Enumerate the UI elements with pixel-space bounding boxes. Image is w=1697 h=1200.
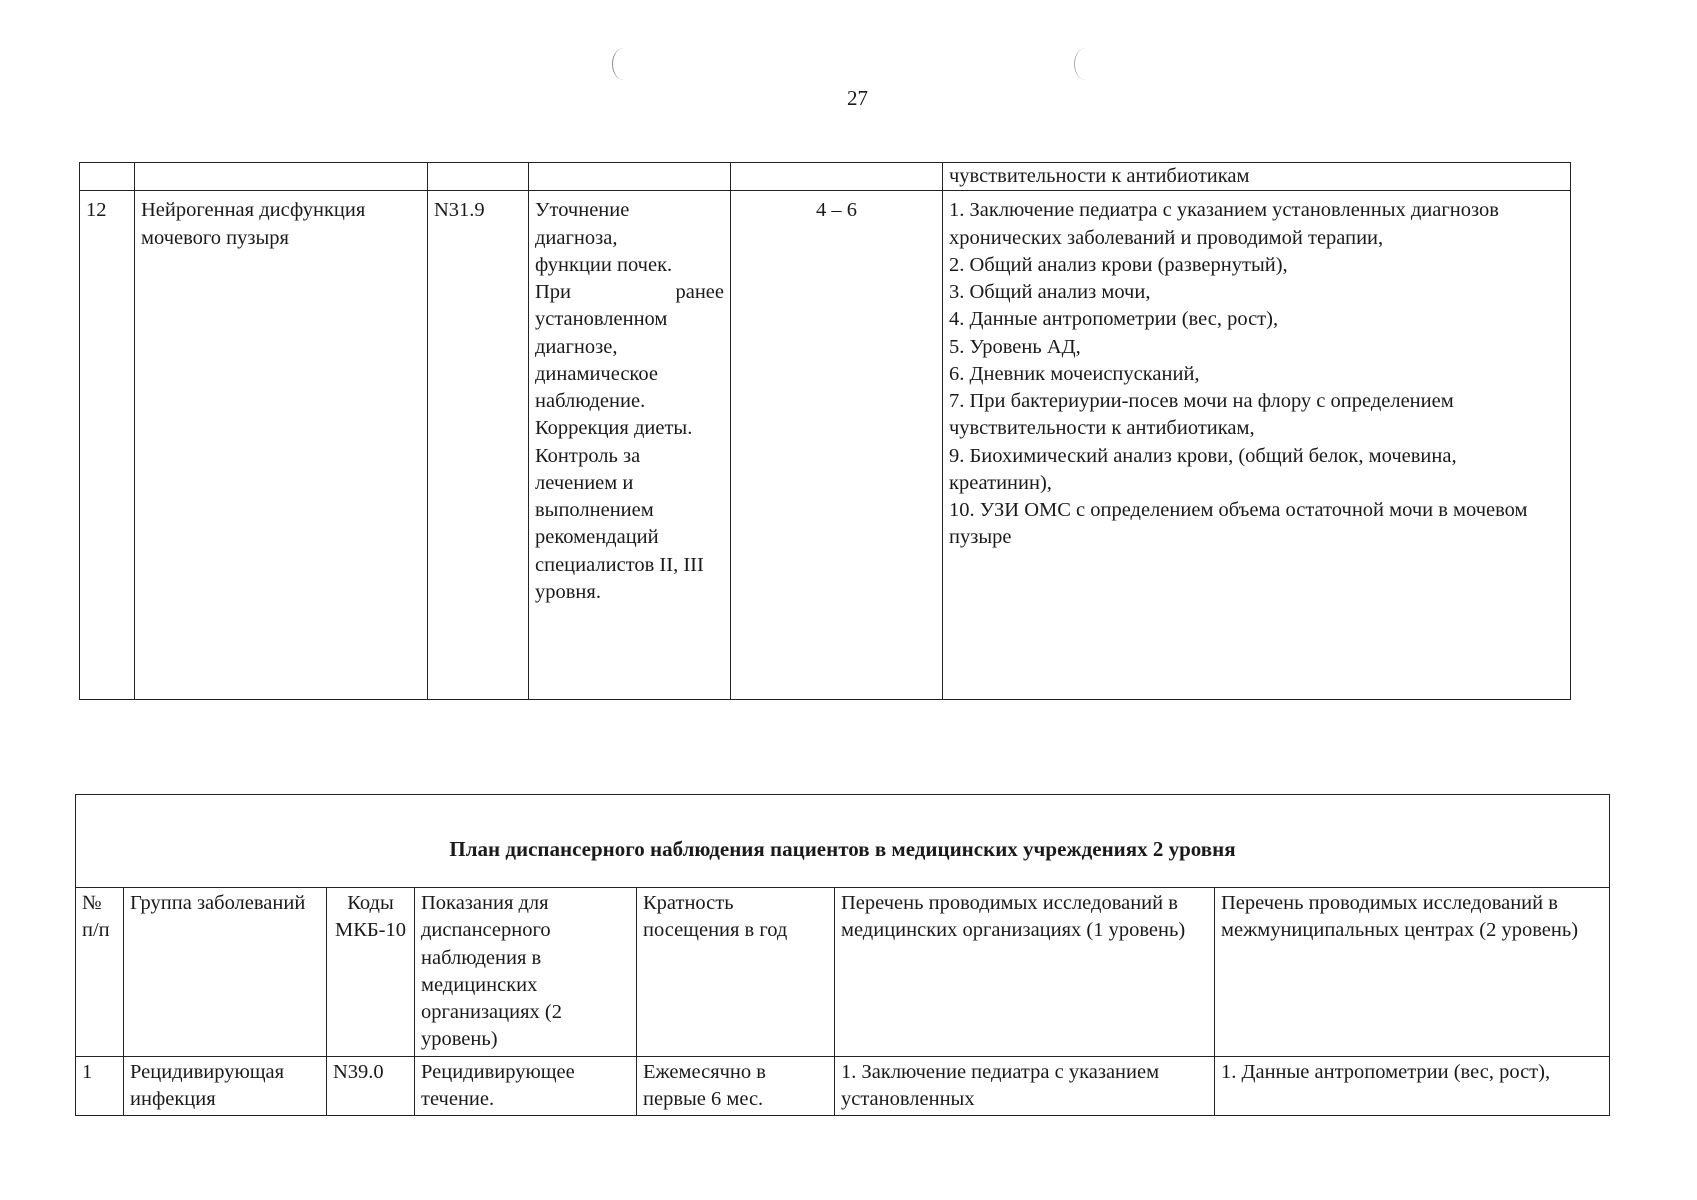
scan-mark-left: [612, 48, 635, 80]
indication-line: диагноза,: [535, 226, 618, 249]
page-number: 27: [847, 86, 868, 110]
table-row: [76, 1056, 1610, 1116]
list-item: 6. Дневник мочеиспусканий,: [949, 362, 1200, 385]
level2-investigations: 1. Данные антропометрии (вес, рост),: [1215, 1056, 1610, 1116]
list-item: 9. Биохимический анализ крови, (общий белок, мочевина, креатинин),: [949, 444, 1457, 494]
header-code: Коды МКБ-10: [327, 888, 415, 1057]
investigations-list: [943, 191, 1571, 700]
list-item: 10. УЗИ ОМС с определением объема остаточной мочи в мочевом пузыре: [949, 499, 1528, 549]
header-num: № п/п: [76, 888, 124, 1057]
row-number: 12: [80, 191, 135, 700]
table-header-row: [76, 888, 1610, 1057]
indications: Рецидивирующее течение.: [415, 1056, 637, 1116]
visit-frequency: Ежемесячно в первые 6 мес.: [637, 1056, 835, 1116]
list-item: 3. Общий анализ мочи,: [949, 281, 1151, 303]
list-item: 7. При бактериурии-посев мочи на флору с определением чувствительности к антибиотикам,: [949, 390, 1454, 440]
cell-empty: [135, 163, 428, 191]
icd-code: N39.0: [327, 1056, 415, 1116]
row-number: 1: [76, 1056, 124, 1116]
table-row-continued: [80, 163, 1571, 191]
list-item: 4. Данные антропометрии (вес, рост),: [949, 308, 1279, 331]
table-title: План диспансерного наблюдения пациентов в медицинских учреждениях 2 уровня: [76, 795, 1610, 888]
plan-table-level1-continued: [79, 162, 1571, 700]
header-group: Группа заболеваний: [124, 888, 327, 1057]
plan-table-level2: [75, 794, 1610, 1116]
scan-mark-right: [1074, 48, 1097, 80]
visit-frequency: 4 – 6: [731, 191, 943, 700]
list-item: 2. Общий анализ крови (развернутый),: [949, 253, 1288, 276]
list-item: 1. Заключение педиатра с указанием установленных диагнозов хронических заболеваний и проводимой терапии,: [949, 199, 1499, 249]
cell-continued-text: чувствительности к антибиотикам: [943, 163, 1571, 191]
cell-empty: [529, 163, 731, 191]
cell-empty: [80, 163, 135, 191]
header-frequency: Кратность посещения в год: [637, 888, 835, 1057]
disease-group: Нейрогенная дисфункция мочевого пузыря: [135, 191, 428, 700]
list-item: 5. Уровень АД,: [949, 335, 1081, 358]
header-indications: Показания для диспансерного наблюдения в медицинских организациях (2 уровень): [415, 888, 637, 1057]
level1-investigations: 1. Заключение педиатра с указанием установленных: [835, 1056, 1215, 1116]
icd-code: N31.9: [428, 191, 529, 700]
header-level2: Перечень проводимых исследований в межмуниципальных центрах (2 уровень): [1215, 888, 1610, 1057]
disease-group: Рецидивирующая инфекция: [124, 1056, 327, 1116]
indication-line: установленном диагнозе, динамическое наблюдение. Коррекция диеты. Контроль за лечением и выполнением рекомендаций специалистов II, III уровня.: [535, 308, 704, 603]
cell-empty: [731, 163, 943, 191]
table-row: [80, 191, 1571, 700]
indication-line: При ранее: [535, 281, 724, 303]
header-level1: Перечень проводимых исследований в медицинских организациях (1 уровень): [835, 888, 1215, 1057]
indication-line: функции почек.: [535, 253, 673, 276]
indication-line: Уточнение: [535, 199, 630, 222]
table-title-row: [76, 795, 1610, 888]
cell-empty: [428, 163, 529, 191]
indications: [529, 191, 731, 700]
